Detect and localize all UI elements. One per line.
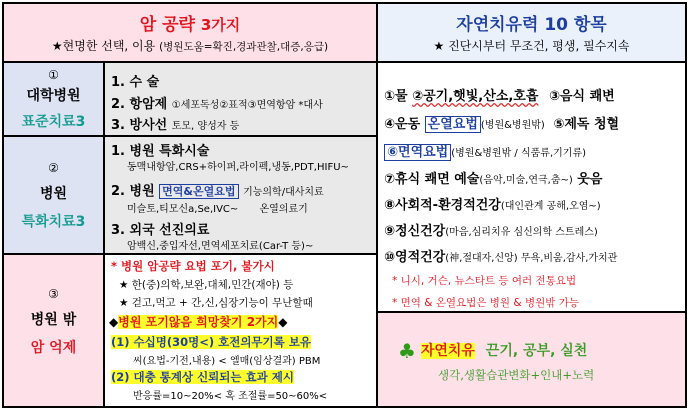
list-item: 1. 병원 특화시술 <box>111 144 210 159</box>
category-name: 병원 밖 <box>30 312 77 328</box>
outside-hospital-content <box>105 255 376 406</box>
list-item: 2. 병원 면역&온열요법 기능의학/대사치료 <box>111 184 324 199</box>
category-hospital <box>4 137 103 253</box>
outside-heading: * 병원 암공략 요법 포기, 불가시 <box>111 259 275 273</box>
university-treatments <box>105 63 376 135</box>
category-tag: 암 억제 <box>30 340 77 356</box>
natural-item: ①물 ②공기,햇빛,산소,호흡 ③음식 쾌변 <box>384 89 615 104</box>
natural-healing-list <box>378 63 685 311</box>
category-name: 병원 <box>39 186 68 202</box>
hope-slogan: ◆병원 포기않음 희망찾기 2가지◆ <box>109 315 288 329</box>
natural-item: ⑥면역요법 (병원&병원밖 / 식품류,기기류) <box>384 141 586 160</box>
list-item-detail: 동맥내항암,CRS+하이퍼,라이펙,냉동,PDT,HIFU~ <box>127 162 349 173</box>
left-header <box>4 4 376 61</box>
clover-icon: ♣ <box>398 339 416 363</box>
divider <box>376 4 378 406</box>
natural-note: * 니시, 거슨, 뉴스타트 등 여러 전통요법 <box>392 275 577 287</box>
category-name: 대학병원 <box>26 88 81 104</box>
summary-detail: 생각,생활습관변화+인내+노력 <box>438 368 595 382</box>
thermal-therapy-box: 온열요법 <box>425 116 481 133</box>
divider <box>4 253 376 255</box>
right-header <box>378 4 685 61</box>
natural-item: ⑨정신건강(마음,심리치유 심신의학 스트레스) <box>384 224 598 239</box>
list-item-detail: 미슬토,티모신a,Se,IVC~ 온열의료기 <box>127 204 308 215</box>
divider <box>4 135 376 137</box>
category-tag: 특화치료3 <box>21 214 86 230</box>
list-item: 3. 외국 선진의료 <box>111 223 210 238</box>
list-item-detail: 암백신,중입자선,면역세포치료(Car-T 등)~ <box>127 241 314 252</box>
right-header-subtitle: ★ 진단시부터 무조건, 평생, 필수지속 <box>433 39 630 53</box>
hope-point-1: (1) 수십명(30명<) 호전의무기록 보유 <box>111 335 311 349</box>
hope-point-2: (2) 대충 통계상 신뢰되는 효과 제시 <box>111 370 294 384</box>
immune-therapy-box: ⑥면역요법 <box>384 144 451 161</box>
divider <box>4 61 685 63</box>
category-number: ① <box>48 68 59 82</box>
left-header-subtitle: ★현명한 선택, 이용 (병원도움=확진,경과관찰,대증,응급) <box>51 39 329 53</box>
summary-headline: ♣ 자연치유 끈기, 공부, 실천 <box>398 339 588 363</box>
right-header-title: 자연치유력 10 항목 <box>456 15 607 35</box>
outside-star-item: ★ 걷고,먹고 + 간,신,심장기능이 무난할때 <box>119 297 313 309</box>
list-item: 3. 방사선 토모, 양성자 등 <box>111 118 240 133</box>
hospital-treatments <box>105 137 376 253</box>
outside-star-item: ★ 한(중)의학,보완,대체,민간(재야) 등 <box>119 279 294 291</box>
natural-item: ⑦휴식 쾌면 예술(음악,미술,연극,춤~) 웃음 <box>384 172 603 187</box>
category-number: ③ <box>48 287 59 301</box>
category-tag: 표준치료3 <box>21 114 86 130</box>
natural-note: * 면역 & 온열요법은 병원 & 병원밖 가능 <box>392 297 579 309</box>
hope-point-1-detail: 씨(요법-기전,내용) < 엘매(임상결과) PBM <box>133 356 321 367</box>
category-number: ② <box>48 161 59 175</box>
category-outside-hospital <box>4 255 103 406</box>
natural-item: ④운동 온열요법 (병원&병원밖) ⑤제독 청혈 <box>384 117 620 132</box>
natural-healing-summary <box>378 313 685 406</box>
comparison-table <box>2 2 687 408</box>
category-university-hospital <box>4 63 103 135</box>
list-item: 2. 항암제 ①세포독성②표적③면역항암 *대사 <box>111 97 323 112</box>
left-header-title: 암 공략 3가지 <box>139 15 241 35</box>
divider <box>378 311 685 313</box>
immune-thermal-box: 면역&온열요법 <box>159 184 238 199</box>
divider <box>103 63 105 406</box>
natural-item: ⑧사회적-환경적건강(대인관계 공해,오염~) <box>384 198 601 213</box>
natural-item: ⑩영적건강(神,절대자,신앙) 무욕,비움,감사,가치관 <box>384 250 618 265</box>
list-item: 1. 수 술 <box>111 75 160 90</box>
hope-point-2-detail: 반응률=10~20%< 혹 조절률=50~60%< <box>133 391 328 402</box>
